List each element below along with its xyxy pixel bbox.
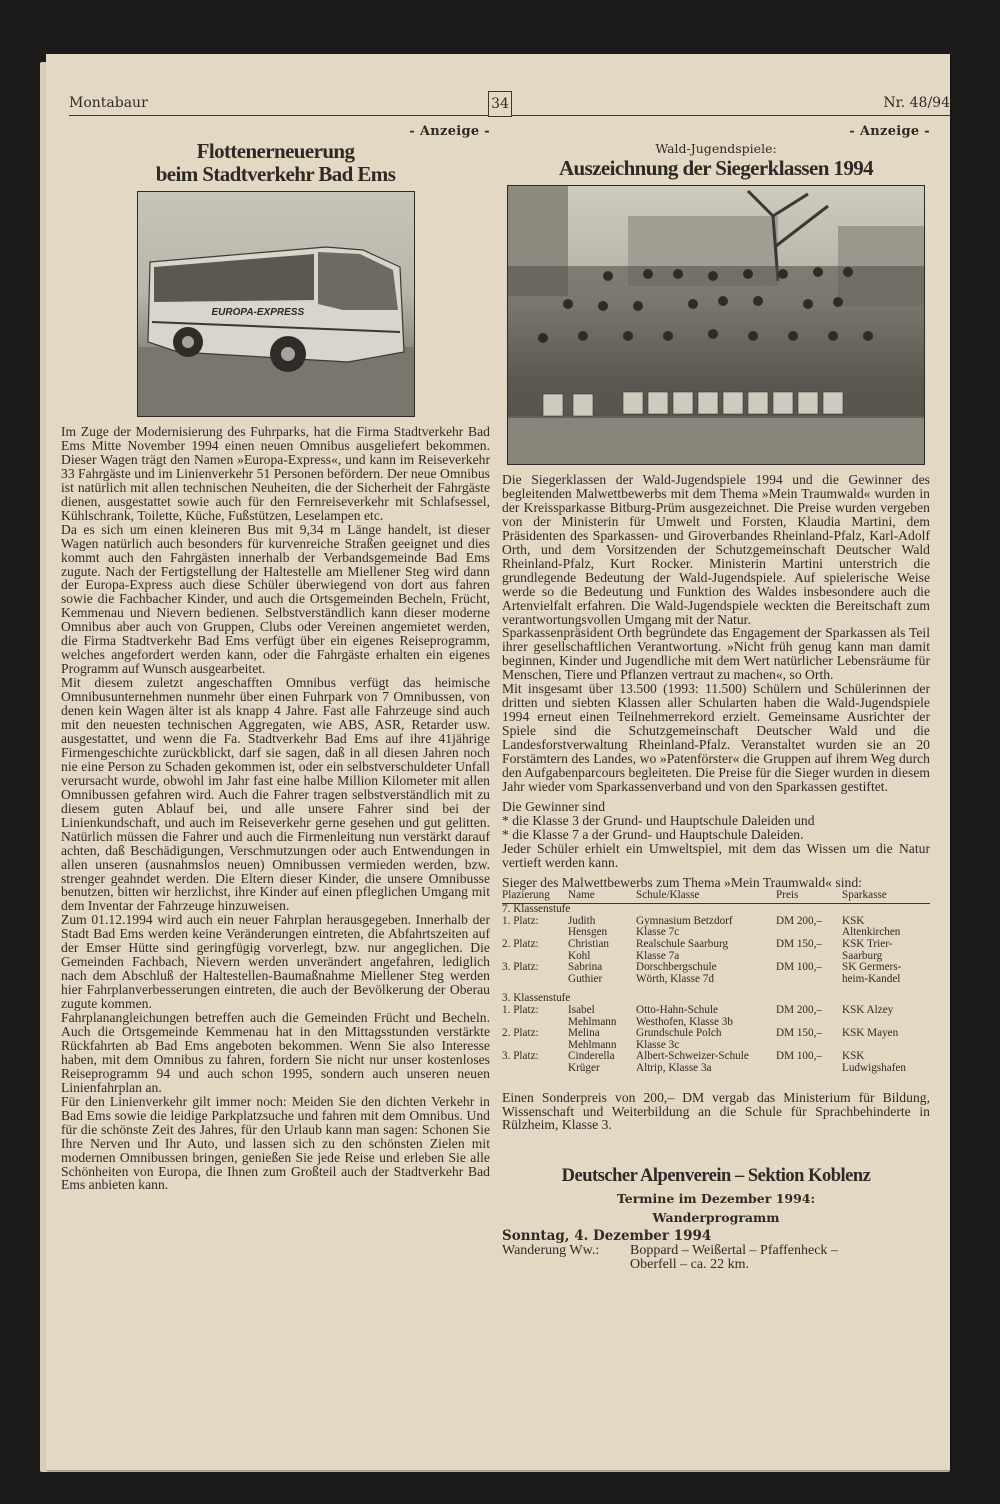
alpenverein-title: Deutscher Alpenverein – Sektion Koblenz <box>561 1166 871 1187</box>
route-label: Wanderung Ww.: <box>502 1243 600 1259</box>
cell-name: Sabrina <box>568 961 603 974</box>
special-prize-block <box>502 1091 930 1133</box>
cell-school: Altrip, Klasse 3a <box>636 1061 712 1074</box>
cell-name: Mehlmann <box>568 1038 617 1051</box>
left-paragraph: Da es sich um einen kleineren Bus mit 9,34 m Länge handelt, ist dieser Wagen natürlich auch besonders für kurvenreiche Straßen geeignet und dies kommt auch den Fahrgästen innerhalb der Verbandsgemeinde Bad Ems zugute. Nach der Fertigstellung der Haltestelle am Miellener Steg wird dann der Europa-Express auch diese Schüler überwiegend von dort aus fahren sowie die Fachbacher Kinder, und auch die Ortsgemeinden Becheln, Frücht, Kemmenau und Nievern bedienen. Selbstverständlich kann dieser moderne Omnibus aber auch von Gruppen, Clubs oder Vereinen angemietet werden, die Firma Stadtverkehr Bad Ems verfügt über ein eigenes Reiseprogramm, welches angefordert werden kann, oder die Fahrgäste erhalten ein eigenes Programm auf Wunsch ausgearbeitet. <box>61 521 490 677</box>
cell-place <box>502 974 568 986</box>
left-paragraph: Fahrplanangleichungen betreffen auch die Gemeinden Frücht und Becheln. Auch die Ortsgemeinde Kemmenau hat in den Mittagsstunden verstärkte Rückfahrten ab Bad Ems angeboten bekommen. Wenn Sie also Interesse haben, mit dem Omnibus zu fahren, fordern Sie nicht nur unser kostenloses Reiseprogramm 94 und auch schon 1995, sondern auch unseren neuen Linienfahrplan an. <box>61 1010 490 1095</box>
cell-school: Klasse 7a <box>636 949 680 962</box>
newspaper-page <box>46 54 950 1470</box>
cell-name: Kohl <box>568 949 591 962</box>
cell-place: 3. Platz: <box>502 1050 539 1063</box>
route-line-1: Boppard – Weißertal – Pfaffenheck – <box>630 1243 838 1259</box>
alpenverein-subtitle: Termine im Dezember 1994: <box>616 1191 816 1207</box>
cell-school: Realschule Saarburg <box>636 938 729 951</box>
right-paragraph: Sparkassenpräsident Orth begründete das Engagement der Sparkassen als Teil ihrer gesellschaftlichen Verantwortung. »Nicht früh genug kann man damit beginnen, Kinder und Jugendliche mit dem Wert natürlicher Lebensräume für Menschen, Tiere und Pflanzen vertraut zu machen«, so Orth. <box>502 625 930 683</box>
right-paragraph: Mit insgesamt über 13.500 (1993: 11.500) Schülern und Schülerinnen der dritten und siebten Klassen aller Schularten haben die Wald-Jugendspiele 1994 erneut einen Teilnehmerrekord erzielt. Gemeinsame Ausrichter der Spiele sind die Schutzgemeinschaft Deutscher Wald und die Landesforstverwaltung Rheinland-Pfalz. Veranstaltet wurden sie an 20 Forstämtern des Landes, wo »Patenförster« die Gruppen auf ihrem Weg durch den Aufgabenparcours begleiteten. Die Preise für die Sieger wurden in diesem Jahr wieder vom Sparkassenverband und von den Sparkassen gestiftet. <box>502 681 930 794</box>
special-prize: Einen Sonderpreis von 200,– DM vergab das Ministerium für Bildung, Wissenschaft und Weiterbildung an die Schule für Sprachbehinderte in Rülzheim, Klasse 3. <box>502 1089 930 1133</box>
alpenverein-route-cont <box>502 1258 930 1272</box>
cell-place: 1. Platz: <box>502 1003 539 1016</box>
left-paragraph: Zum 01.12.1994 wird auch ein neuer Fahrplan herausgegeben. Innerhalb der Stadt Bad Ems werden keine Veränderungen eintreten, die Abfahrtszeiten auf der Emser Hütte sind geringfügig vorverlegt, bzw. nur angeglichen. Die Gemeinden Fachbach, Nievern werden unverändert angefahren, lediglich nach dem Abschluß der Haltestellen-Baumaßnahme Miellener Steg werden hier Fahrplanverbesserungen eintreten, die auch der Bevölkerung der Oberau zugute kommen. <box>61 912 490 1012</box>
ad-marker-right: - Anzeige - <box>849 124 930 139</box>
route-line-2: Oberfell – ca. 22 km. <box>630 1257 749 1273</box>
prize-table <box>502 890 930 1075</box>
cell-place: 1. Platz: <box>502 914 539 927</box>
cell-prize: DM 200,– <box>776 1003 822 1016</box>
table-section-row <box>502 904 930 916</box>
cell-bank: Ludwigshafen <box>842 1061 907 1074</box>
cell-prize: DM 100,– <box>776 1050 822 1063</box>
header-rule-left <box>69 115 488 116</box>
cell-prize: DM 200,– <box>776 914 822 927</box>
cell-school: Westhofen, Klasse 3b <box>636 1015 733 1028</box>
col-header: Name <box>568 890 636 904</box>
winners-outro: Jeder Schüler erhielt ein Umweltspiel, mit dem das Wissen um die Natur vertieft werden kann. <box>502 840 930 870</box>
left-paragraph: Mit diesem zuletzt angeschafften Omnibus verfügt das heimische Omnibusunternehmen nunmehr über einen Fuhrpark von 7 Omnibussen, von denen kein Wagen älter ist als knapp 4 Jahre. Fast alle Fahrzeuge sind auch mit den neuesten technischen Aggregaten, wie ABS, ASR, Retarder usw. ausgestattet, und wenn die Fa. Stadtverkehr Bad Ems auf ihre 41jährige Firmengeschichte zurückblickt, darf sie sagen, daß in all diesen Jahren noch nie eine Person zu Schaden gekommen ist, oder ein selbstverschuldeter Unfall verursacht wurde, obwohl im Jahr fast eine halbe Million Kilometer mit allen Omnibussen gefahren wird. Auch die Fahrer tragen selbstverständlich mit zu diesem guten Ablauf bei, und alle unsere Fahrer sind bei der Linienkundschaft, und auch im Reiseverkehr gerne gesehen und gut gelitten. Natürlich müssen die Fahrer und auch die Firmenleitung nun verstärkt darauf achten, daß Beschädigungen, Verschmutzungen oder auch Entwendungen in allen unseren (ausnahmslos neuen) Omnibussen vermieden werden, bzw. strenger geahndet werden. Die Eltern dieser Kinder, die unsere Omnibusse benutzen, bitten wir herzlichst, ihre Kinder auf einen pfleglichen Umgang mit dem Inventar der Fahrzeuge hinzuweisen. <box>61 675 490 914</box>
table-row <box>502 939 930 951</box>
cell-name: Guthier <box>568 972 603 985</box>
cell-bank: KSK <box>842 1050 865 1063</box>
section-label: 3. Klassenstufe <box>502 992 571 1005</box>
left-body <box>61 425 490 1192</box>
cell-bank: Saarburg <box>842 949 883 962</box>
cell-prize: DM 150,– <box>776 938 822 951</box>
poster-row <box>543 392 843 416</box>
cell-school: Gymnasium Betzdorf <box>636 914 733 927</box>
wheel-hub-rear <box>182 336 194 348</box>
cell-place: 3. Platz: <box>502 961 539 974</box>
group-photo <box>507 185 925 465</box>
winner-item: * die Klasse 7 a der Grund- und Hauptschule Daleiden. <box>502 826 804 842</box>
cell-bank: KSK Trier- <box>842 938 893 951</box>
cell-bank: KSK Alzey <box>842 1003 894 1016</box>
right-kicker: Wald-Jugendspiele: <box>655 141 777 156</box>
cell-prize: DM 100,– <box>776 961 822 974</box>
right-paragraph: Die Siegerklassen der Wald-Jugendspiele 1994 und die Gewinner des begleitenden Malwettbewerbs mit dem Thema »Mein Traumwald« wurden in der Kreissparkasse Bitburg-Prüm ausgezeichnet. Die Preise wurden vergeben von der Ministerin für Umwelt und Forsten, Klaudia Martini, dem Präsidenten des Sparkassen- und Giroverbandes Rheinland-Pfalz, Karl-Adolf Orth, und dem Vorsitzenden der Schutzgemeinschaft Deutscher Wald Rheinland-Pfalz, Kurt Rocker. Ministerin Martini unterstrich die grundlegende Bedeutung der Wald-Jugendspiele. Auf spielerische Weise werde so die Bedeutung und Funktion des Waldes insbesondere auch die Artenvielfalt erfahren. Die Wald-Jugendspiele weckten die Bereitschaft zum verantwortungsvollen Umgang mit der Natur. <box>502 472 930 627</box>
cell-name: Christian <box>568 938 610 951</box>
left-article <box>61 124 490 1192</box>
cell-prize <box>776 974 842 986</box>
winner-item: * die Klasse 3 der Grund- und Hauptschule Daleiden und <box>502 812 815 828</box>
cell-place <box>502 1063 568 1075</box>
section-label: 7. Klassenstufe <box>502 903 571 916</box>
cell-name: Cinderella <box>568 1050 615 1063</box>
cell-place: 2. Platz: <box>502 1027 539 1040</box>
table-row-continued <box>502 974 930 986</box>
right-body <box>502 473 930 890</box>
cell-name: Isabel <box>568 1003 595 1016</box>
prize-table-body <box>502 904 930 1075</box>
cell-name: Hensgen <box>568 926 608 939</box>
group-illustration <box>508 186 924 464</box>
alpenverein-date: Sonntag, 4. Dezember 1994 <box>502 1228 712 1245</box>
left-title-line1: Flottenerneuerung <box>196 139 355 163</box>
cell-name: Melina <box>568 1027 600 1040</box>
bus-photo <box>137 191 415 417</box>
ad-marker-left: - Anzeige - <box>409 124 490 139</box>
cell-bank: SK Germers- <box>842 961 902 974</box>
left-paragraph: Im Zuge der Modernisierung des Fuhrparks, hat die Firma Stadtverkehr Bad Ems Mitte November 1994 einen neuen Omnibus ausgeliefert bekommen. Dieser Wagen trägt den Namen »Europa-Express«, und kann im Reiseverkehr 33 Fahrgäste und im Linienverkehr 51 Personen befördern. Der neue Omnibus ist natürlich mit allen technischen Neuheiten, die der Sicherheit der Fahrgäste dienen, ausgestattet sowie auch für den Fernreiseverkehr mit Schlafsessel, Kühlschrank, Toilette, Küche, Fußstützen, Leselampen etc. <box>61 424 490 523</box>
cell-prize: DM 150,– <box>776 1027 822 1040</box>
cell-prize <box>776 1063 842 1075</box>
col-header: Preis <box>776 890 842 904</box>
cell-name: Krüger <box>568 1061 600 1074</box>
header-issue: Nr. 48/94 <box>883 95 950 111</box>
cell-school: Otto-Hahn-Schule <box>636 1003 719 1016</box>
route-label-spacer <box>502 1258 630 1272</box>
pavement <box>508 418 924 464</box>
right-article <box>502 124 930 1272</box>
cell-bank: KSK <box>842 914 865 927</box>
header-rule-right <box>511 115 950 116</box>
table-intro: Sieger des Malwettbewerbs zum Thema »Mein Traumwald« sind: <box>502 874 862 890</box>
col-header: Sparkasse <box>842 890 930 904</box>
col-header: Schule/Klasse <box>636 890 776 904</box>
page-number-box: 34 <box>488 91 512 117</box>
cell-bank: Altenkirchen <box>842 926 901 939</box>
cell-name: Judith <box>568 914 596 927</box>
cell-bank: heim-Kandel <box>842 972 901 985</box>
alpenverein-program: Wanderprogramm <box>652 1210 780 1226</box>
cell-bank: KSK Mayen <box>842 1027 899 1040</box>
cell-school: Grundschule Polch <box>636 1027 722 1040</box>
right-title: Auszeichnung der Siegerklassen 1994 <box>558 156 874 180</box>
table-row <box>502 1005 930 1017</box>
cell-school: Klasse 7c <box>636 926 680 939</box>
col-header: Plazierung <box>502 890 568 904</box>
page-header <box>69 91 950 119</box>
cell-school: Dorschbergschule <box>636 961 717 974</box>
table-row-continued <box>502 1063 930 1075</box>
table-row <box>502 1028 930 1040</box>
wheel-hub-front <box>281 347 295 361</box>
left-title-line2: beim Stadtverkehr Bad Ems <box>155 162 396 186</box>
cell-name: Mehlmann <box>568 1015 617 1028</box>
cell-school: Albert-Schweizer-Schule <box>636 1050 749 1063</box>
left-paragraph: Für den Linienverkehr gilt immer noch: Meiden Sie den dichten Verkehr in Bad Ems sowie die leidige Parkplatzsuche und fahren mit dem Omnibus. Und für die schönste Zeit des Jahres, für den Urlaub kann man sagen: Schonen Sie Ihre Nerven und Ihr Auto, und lassen sich zu den schönsten Zielen mit modernen Omnibussen bringen, genießen Sie jede Reise und erleben Sie alle Schönheiten von Europa, die Ihnen zum Großteil auch der Stadtverkehr Bad Ems anbieten kann. <box>61 1093 490 1193</box>
winners-intro: Die Gewinner sind <box>502 798 606 814</box>
header-town: Montabaur <box>69 95 148 111</box>
cell-school: Klasse 3c <box>636 1038 680 1051</box>
cell-place: 2. Platz: <box>502 938 539 951</box>
bus-illustration <box>138 192 414 416</box>
cell-school: Wörth, Klasse 7d <box>636 972 714 985</box>
bus-side-label: EUROPA-EXPRESS <box>211 307 305 318</box>
table-header-row <box>502 890 930 904</box>
alpenverein-route <box>502 1244 930 1258</box>
